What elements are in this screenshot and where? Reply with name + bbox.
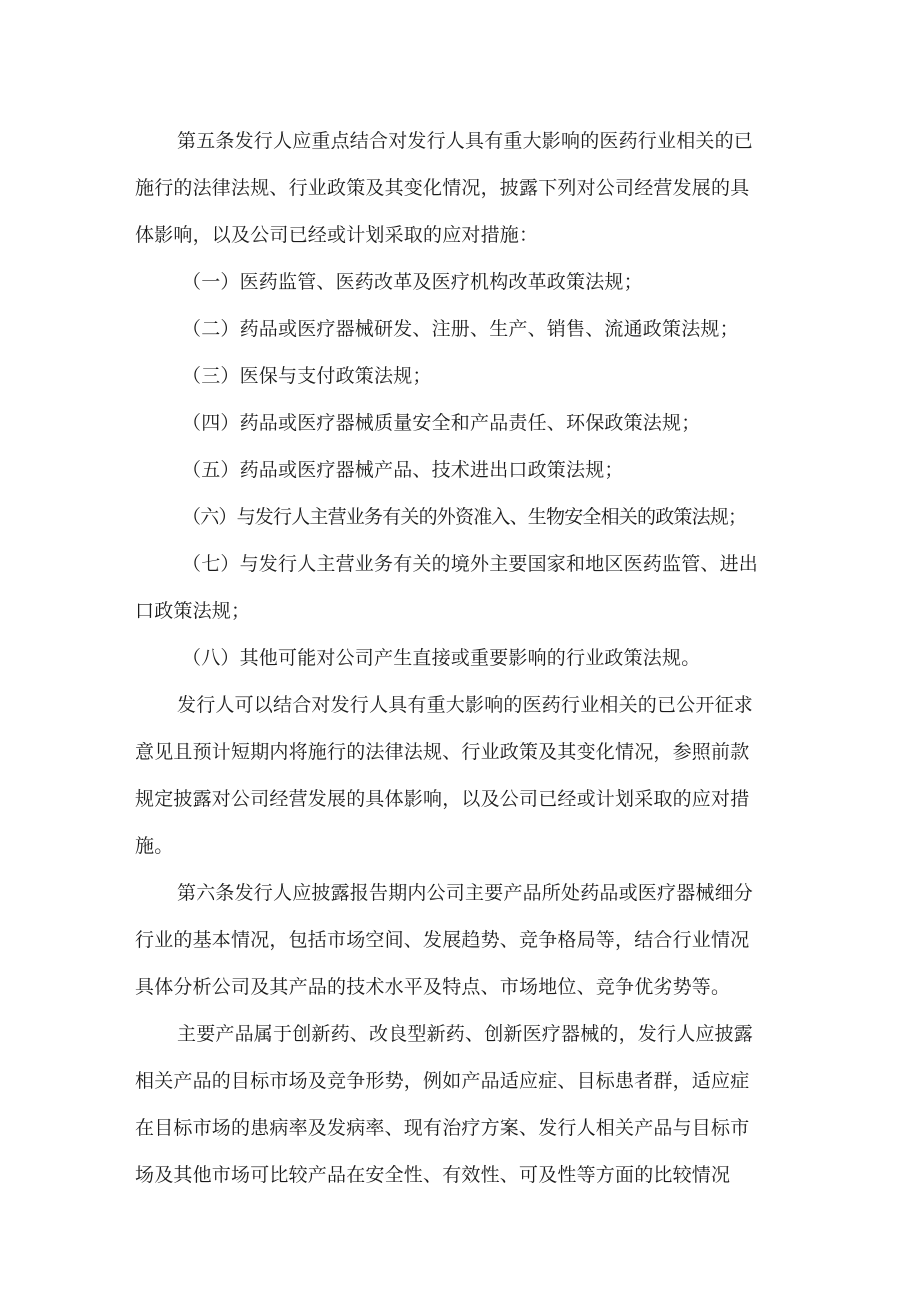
text-line: 第六条发行人应披露报告期内公司主要产品所处药品或医疗器械细分 [177, 882, 754, 904]
text-line: （一）医药监管、医药改革及医疗机构改革政策法规； [182, 271, 643, 293]
text-line: 规定披露对公司经营发展的具体影响，以及公司已经或计划采取的应对措 [135, 788, 750, 810]
text-line: 场及其他市场可比较产品在安全性、有效性、可及性等方面的比较情况 [135, 1164, 731, 1186]
text-line: 意见且预计短期内将施行的法律法规、行业政策及其变化情况，参照前款 [135, 741, 750, 763]
text-line: （三）医保与支付政策法规； [182, 365, 432, 387]
text-line: 体影响，以及公司已经或计划采取的应对措施： [135, 224, 539, 246]
text-line: （八）其他可能对公司产生直接或重要影响的行业政策法规。 [182, 647, 701, 669]
text-line: （二）药品或医疗器械研发、注册、生产、销售、流通政策法规； [182, 318, 739, 340]
text-line: 具体分析公司及其产品的技术水平及特点、市场地位、竞争优劣势等。 [135, 976, 731, 998]
text-line: 口政策法规； [135, 600, 251, 622]
text-line: （四）药品或医疗器械质量安全和产品责任、环保政策法规； [182, 412, 701, 434]
text-line: 相关产品的目标市场及竞争形势，例如产品适应症、目标患者群，适应症 [135, 1070, 750, 1092]
text-line: 主要产品属于创新药、改良型新药、创新医疗器械的，发行人应披露 [177, 1023, 754, 1045]
text-line: （六）与发行人主营业务有关的外资准入、生物安全相关的政策法规； [182, 506, 747, 528]
text-line: 第五条发行人应重点结合对发行人具有重大影响的医药行业相关的已 [177, 130, 754, 152]
text-line: 施。 [135, 835, 174, 857]
text-line: 在目标市场的患病率及发病率、现有治疗方案、发行人相关产品与目标市 [135, 1117, 750, 1139]
text-line: 施行的法律法规、行业政策及其变化情况，披露下列对公司经营发展的具 [135, 177, 750, 199]
text-line: 发行人可以结合对发行人具有重大影响的医药行业相关的已公开征求 [177, 694, 754, 716]
text-line: 行业的基本情况，包括市场空间、发展趋势、竞争格局等，结合行业情况 [135, 929, 750, 951]
text-line: （七）与发行人主营业务有关的境外主要国家和地区医药监管、进出 [182, 553, 759, 575]
text-line: （五）药品或医疗器械产品、技术进出口政策法规； [182, 459, 624, 481]
